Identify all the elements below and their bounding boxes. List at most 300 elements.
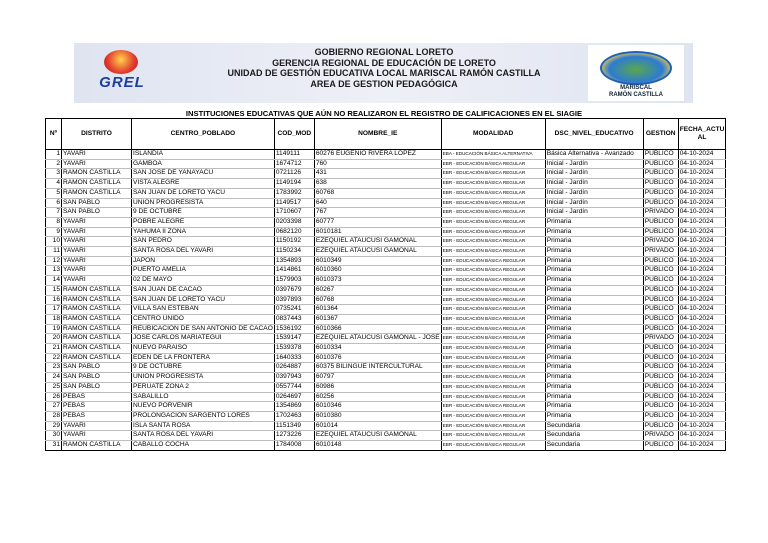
cell-centro-poblado[interactable]: ISLA SANTA ROSA	[132, 421, 275, 431]
cell-nombre-ie[interactable]: 601367	[314, 314, 441, 324]
cell-centro-poblado[interactable]: CABALLO COCHA	[132, 441, 275, 451]
cell-gestion[interactable]: PRIVADO	[643, 237, 678, 247]
cell-modalidad[interactable]: EBR - EDUCACIÓN BÁSICA REGULAR	[441, 305, 545, 315]
cell-cod-mod[interactable]: 0682120	[274, 227, 314, 237]
cell-cod-mod[interactable]: 1640333	[274, 353, 314, 363]
cell-nivel-educativo[interactable]: Primaria	[545, 305, 643, 315]
cell-nivel-educativo[interactable]: Primaria	[545, 285, 643, 295]
cell-distrito[interactable]: PEBAS	[62, 402, 132, 412]
cell-fecha-actual[interactable]: 04-10-2024	[678, 169, 726, 179]
cell-nombre-ie[interactable]: 60267	[314, 285, 441, 295]
cell-number[interactable]: 18	[46, 314, 62, 324]
cell-distrito[interactable]: YAVARI	[62, 276, 132, 286]
cell-distrito[interactable]: YAVARI	[62, 150, 132, 160]
cell-nombre-ie[interactable]: 6010346	[314, 402, 441, 412]
cell-centro-poblado[interactable]: SAN JOSE DE YANAYACU	[132, 169, 275, 179]
cell-fecha-actual[interactable]: 04-10-2024	[678, 217, 726, 227]
cell-cod-mod[interactable]: 1710607	[274, 208, 314, 218]
cell-centro-poblado[interactable]: 02 DE MAYO	[132, 276, 275, 286]
cell-nivel-educativo[interactable]: Primaria	[545, 402, 643, 412]
cell-nivel-educativo[interactable]: Inicial - Jardín	[545, 188, 643, 198]
cell-modalidad[interactable]: EBR - EDUCACIÓN BÁSICA REGULAR	[441, 402, 545, 412]
cell-distrito[interactable]: RAMÓN CASTILLA	[62, 314, 132, 324]
cell-nombre-ie[interactable]: 6010376	[314, 353, 441, 363]
cell-number[interactable]: 19	[46, 324, 62, 334]
cell-centro-poblado[interactable]: EDEN DE LA FRONTERA	[132, 353, 275, 363]
cell-distrito[interactable]: YAVARI	[62, 227, 132, 237]
cell-nombre-ie[interactable]: EZEQUIEL ATAUCUSI GAMONAL	[314, 247, 441, 257]
cell-modalidad[interactable]: EBR - EDUCACIÓN BÁSICA REGULAR	[441, 411, 545, 421]
cell-nombre-ie[interactable]: EZEQUIEL ATAUCUSI GAMONAL - JOSE	[314, 334, 441, 344]
cell-gestion[interactable]: PUBLICO	[643, 344, 678, 354]
table-row	[46, 441, 726, 451]
table-row	[46, 217, 726, 227]
cell-fecha-actual[interactable]: 04-10-2024	[678, 334, 726, 344]
cell-nombre-ie[interactable]: 6010366	[314, 324, 441, 334]
cell-cod-mod[interactable]: 0721126	[274, 169, 314, 179]
cell-gestion[interactable]: PUBLICO	[643, 150, 678, 160]
cell-cod-mod[interactable]: 1784008	[274, 441, 314, 451]
cell-distrito[interactable]: RAMÓN CASTILLA	[62, 169, 132, 179]
cell-centro-poblado[interactable]: REUBICACION DE SAN ANTONIO DE CACAO	[132, 324, 275, 334]
column-header-centro-poblado[interactable]: CENTRO_POBLADO	[132, 119, 275, 150]
cell-gestion[interactable]: PUBLICO	[643, 421, 678, 431]
table-row	[46, 169, 726, 179]
cell-modalidad[interactable]: EBR - EDUCACIÓN BÁSICA REGULAR	[441, 227, 545, 237]
cell-gestion[interactable]: PUBLICO	[643, 324, 678, 334]
cell-nivel-educativo[interactable]: Primaria	[545, 314, 643, 324]
cell-cod-mod[interactable]: 0397679	[274, 285, 314, 295]
cell-centro-poblado[interactable]: ISLANDIA	[132, 150, 275, 160]
cell-modalidad[interactable]: EBR - EDUCACIÓN BÁSICA REGULAR	[441, 363, 545, 373]
cell-centro-poblado[interactable]: 9 DE OCTUBRE	[132, 208, 275, 218]
cell-nombre-ie[interactable]: 6010181	[314, 227, 441, 237]
cell-distrito[interactable]: RAMÓN CASTILLA	[62, 324, 132, 334]
cell-distrito[interactable]: RAMÓN CASTILLA	[62, 188, 132, 198]
cell-modalidad[interactable]: EBR - EDUCACIÓN BÁSICA REGULAR	[441, 431, 545, 441]
cell-gestion[interactable]: PUBLICO	[643, 179, 678, 189]
cell-nombre-ie[interactable]: 6010360	[314, 266, 441, 276]
cell-centro-poblado[interactable]: JOSE CARLOS MARIATEGUI	[132, 334, 275, 344]
cell-cod-mod[interactable]: 1414861	[274, 266, 314, 276]
heading-line-4: AREA DE GESTION PEDAGÓGICA	[310, 78, 458, 89]
cell-nombre-ie[interactable]: 60986	[314, 382, 441, 392]
cell-centro-poblado[interactable]: NUEVO PARAISO	[132, 344, 275, 354]
cell-nivel-educativo[interactable]: Secundaria	[545, 421, 643, 431]
cell-modalidad[interactable]: EBR - EDUCACIÓN BÁSICA REGULAR	[441, 285, 545, 295]
cell-nivel-educativo[interactable]: Primaria	[545, 334, 643, 344]
cell-fecha-actual[interactable]: 04-10-2024	[678, 150, 726, 160]
cell-gestion[interactable]: PUBLICO	[643, 305, 678, 315]
cell-centro-poblado[interactable]: GAMBOA	[132, 159, 275, 169]
cell-gestion[interactable]: PRIVADO	[643, 431, 678, 441]
cell-distrito[interactable]: SAN PABLO	[62, 208, 132, 218]
cell-fecha-actual[interactable]: 04-10-2024	[678, 344, 726, 354]
cell-nombre-ie[interactable]: 431	[314, 169, 441, 179]
cell-cod-mod[interactable]: 1783992	[274, 188, 314, 198]
cell-gestion[interactable]: PUBLICO	[643, 353, 678, 363]
cell-cod-mod[interactable]: 1579903	[274, 276, 314, 286]
cell-centro-poblado[interactable]: SAN PEDRO	[132, 237, 275, 247]
cell-centro-poblado[interactable]: VISTA ALEGRE	[132, 179, 275, 189]
cell-nivel-educativo[interactable]: Inicial - Jardín	[545, 198, 643, 208]
cell-fecha-actual[interactable]: 04-10-2024	[678, 285, 726, 295]
cell-fecha-actual[interactable]: 04-10-2024	[678, 237, 726, 247]
cell-modalidad[interactable]: EBR - EDUCACIÓN BÁSICA REGULAR	[441, 169, 545, 179]
cell-cod-mod[interactable]: 0397943	[274, 373, 314, 383]
cell-number[interactable]: 8	[46, 217, 62, 227]
cell-gestion[interactable]: PUBLICO	[643, 159, 678, 169]
cell-gestion[interactable]: PUBLICO	[643, 411, 678, 421]
cell-modalidad[interactable]: EBR - EDUCACIÓN BÁSICA REGULAR	[441, 295, 545, 305]
cell-modalidad[interactable]: EBR - EDUCACIÓN BÁSICA REGULAR	[441, 334, 545, 344]
cell-cod-mod[interactable]: 1149111	[274, 150, 314, 160]
cell-modalidad[interactable]: EBR - EDUCACIÓN BÁSICA REGULAR	[441, 373, 545, 383]
cell-centro-poblado[interactable]: PERUATE ZONA 2	[132, 382, 275, 392]
cell-number[interactable]: 31	[46, 441, 62, 451]
cell-modalidad[interactable]: EBR - EDUCACIÓN BÁSICA REGULAR	[441, 256, 545, 266]
cell-cod-mod[interactable]: 0557744	[274, 382, 314, 392]
cell-fecha-actual[interactable]: 04-10-2024	[678, 227, 726, 237]
cell-number[interactable]: 23	[46, 363, 62, 373]
cell-nivel-educativo[interactable]: Primaria	[545, 411, 643, 421]
heading-line-1: GOBIERNO REGIONAL LORETO	[314, 47, 454, 57]
cell-nombre-ie[interactable]: 6010380	[314, 411, 441, 421]
cell-distrito[interactable]: YAVARI	[62, 266, 132, 276]
cell-fecha-actual[interactable]: 04-10-2024	[678, 159, 726, 169]
cell-number[interactable]: 24	[46, 373, 62, 383]
cell-fecha-actual[interactable]: 04-10-2024	[678, 402, 726, 412]
cell-nombre-ie[interactable]: 767	[314, 208, 441, 218]
cell-fecha-actual[interactable]: 04-10-2024	[678, 179, 726, 189]
cell-cod-mod[interactable]: 1273226	[274, 431, 314, 441]
cell-nivel-educativo[interactable]: Primaria	[545, 373, 643, 383]
cell-nombre-ie[interactable]: 60768	[314, 188, 441, 198]
cell-modalidad[interactable]: EBR - EDUCACIÓN BÁSICA REGULAR	[441, 353, 545, 363]
cell-centro-poblado[interactable]: SAN JUAN DE CACAO	[132, 285, 275, 295]
table-row	[46, 276, 726, 286]
column-header-modalidad[interactable]: MODALIDAD	[441, 119, 545, 150]
cell-cod-mod[interactable]: 1149517	[274, 198, 314, 208]
cell-cod-mod[interactable]: 1536192	[274, 324, 314, 334]
cell-number[interactable]: 7	[46, 208, 62, 218]
cell-centro-poblado[interactable]: CENTRO UNIDO	[132, 314, 275, 324]
cell-centro-poblado[interactable]: SAN JUAN DE LORETO YACU	[132, 295, 275, 305]
cell-distrito[interactable]: SAN PABLO	[62, 373, 132, 383]
cell-nombre-ie[interactable]: EZEQUIEL ATAUCUSI GAMONAL	[314, 431, 441, 441]
cell-fecha-actual[interactable]: 04-10-2024	[678, 188, 726, 198]
cell-distrito[interactable]: RAMÓN CASTILLA	[62, 441, 132, 451]
cell-cod-mod[interactable]: 1150234	[274, 247, 314, 257]
cell-distrito[interactable]: YAVARI	[62, 421, 132, 431]
cell-distrito[interactable]: RAMÓN CASTILLA	[62, 179, 132, 189]
cell-gestion[interactable]: PUBLICO	[643, 314, 678, 324]
cell-number[interactable]: 15	[46, 285, 62, 295]
cell-centro-poblado[interactable]: 9 DE OCTUBRE	[132, 363, 275, 373]
cell-distrito[interactable]: RAMÓN CASTILLA	[62, 295, 132, 305]
cell-fecha-actual[interactable]: 04-10-2024	[678, 382, 726, 392]
cell-number[interactable]: 30	[46, 431, 62, 441]
cell-centro-poblado[interactable]: POBRE ALEGRE	[132, 217, 275, 227]
cell-centro-poblado[interactable]: JAPON	[132, 256, 275, 266]
cell-cod-mod[interactable]: 1539378	[274, 344, 314, 354]
cell-modalidad[interactable]: EBA - EDUCACIÓN BÁSICA ALTERNATIVA	[441, 150, 545, 160]
cell-nombre-ie[interactable]: 60768	[314, 295, 441, 305]
cell-cod-mod[interactable]: 0264697	[274, 392, 314, 402]
cell-number[interactable]: 13	[46, 266, 62, 276]
cell-nombre-ie[interactable]: 640	[314, 198, 441, 208]
cell-fecha-actual[interactable]: 04-10-2024	[678, 208, 726, 218]
cell-centro-poblado[interactable]: UNION PROGRESISTA	[132, 373, 275, 383]
cell-fecha-actual[interactable]: 04-10-2024	[678, 247, 726, 257]
cell-nivel-educativo[interactable]: Primaria	[545, 324, 643, 334]
cell-number[interactable]: 14	[46, 276, 62, 286]
cell-gestion[interactable]: PUBLICO	[643, 373, 678, 383]
cell-fecha-actual[interactable]: 04-10-2024	[678, 411, 726, 421]
cell-nombre-ie[interactable]: 601364	[314, 305, 441, 315]
cell-nombre-ie[interactable]: 60797	[314, 373, 441, 383]
cell-cod-mod[interactable]: 1149194	[274, 179, 314, 189]
column-header-nombre-ie[interactable]: NOMBRE_IE	[314, 119, 441, 150]
cell-gestion[interactable]: PUBLICO	[643, 169, 678, 179]
cell-gestion[interactable]: PRIVADO	[643, 208, 678, 218]
cell-nivel-educativo[interactable]: Primaria	[545, 227, 643, 237]
cell-distrito[interactable]: SAN PABLO	[62, 363, 132, 373]
cell-number[interactable]: 29	[46, 421, 62, 431]
cell-distrito[interactable]: YAVARI	[62, 247, 132, 257]
cell-distrito[interactable]: RAMÓN CASTILLA	[62, 334, 132, 344]
cell-modalidad[interactable]: EBR - EDUCACIÓN BÁSICA REGULAR	[441, 159, 545, 169]
cell-distrito[interactable]: RAMÓN CASTILLA	[62, 353, 132, 363]
cell-modalidad[interactable]: EBR - EDUCACIÓN BÁSICA REGULAR	[441, 247, 545, 257]
cell-gestion[interactable]: PRIVADO	[643, 334, 678, 344]
cell-centro-poblado[interactable]: PROLONGACION SARGENTO LORES	[132, 411, 275, 421]
cell-gestion[interactable]: PUBLICO	[643, 256, 678, 266]
table-row	[46, 208, 726, 218]
column-header-distrito[interactable]: DISTRITO	[62, 119, 132, 150]
cell-modalidad[interactable]: EBR - EDUCACIÓN BÁSICA REGULAR	[441, 421, 545, 431]
cell-fecha-actual[interactable]: 04-10-2024	[678, 353, 726, 363]
cell-fecha-actual[interactable]: 04-10-2024	[678, 441, 726, 451]
cell-number[interactable]: 28	[46, 411, 62, 421]
cell-number[interactable]: 3	[46, 169, 62, 179]
cell-fecha-actual[interactable]: 04-10-2024	[678, 363, 726, 373]
cell-distrito[interactable]: SAN PABLO	[62, 198, 132, 208]
cell-distrito[interactable]: SAN PABLO	[62, 382, 132, 392]
cell-fecha-actual[interactable]: 04-10-2024	[678, 373, 726, 383]
cell-nombre-ie[interactable]: 6010373	[314, 276, 441, 286]
cell-nombre-ie[interactable]: 6010148	[314, 441, 441, 451]
cell-nombre-ie[interactable]: 6010334	[314, 344, 441, 354]
cell-gestion[interactable]: PUBLICO	[643, 392, 678, 402]
table-row	[46, 344, 726, 354]
cell-distrito[interactable]: YAVARI	[62, 237, 132, 247]
cell-number[interactable]: 4	[46, 179, 62, 189]
column-header-nivel-educativo[interactable]: DSC_NIVEL_EDUCATIVO	[545, 119, 643, 150]
cell-gestion[interactable]: PUBLICO	[643, 441, 678, 451]
cell-nivel-educativo[interactable]: Inicial - Jardín	[545, 179, 643, 189]
cell-nombre-ie[interactable]: EZEQUIEL ATAUCUSI GAMONAL	[314, 237, 441, 247]
cell-distrito[interactable]: PEBAS	[62, 392, 132, 402]
cell-nivel-educativo[interactable]: Primaria	[545, 344, 643, 354]
cell-number[interactable]: 20	[46, 334, 62, 344]
cell-modalidad[interactable]: EBR - EDUCACIÓN BÁSICA REGULAR	[441, 208, 545, 218]
cell-nivel-educativo[interactable]: Primaria	[545, 237, 643, 247]
cell-nivel-educativo[interactable]: Primaria	[545, 276, 643, 286]
cell-distrito[interactable]: YAVARI	[62, 159, 132, 169]
cell-cod-mod[interactable]: 0397893	[274, 295, 314, 305]
cell-modalidad[interactable]: EBR - EDUCACIÓN BÁSICA REGULAR	[441, 382, 545, 392]
cell-modalidad[interactable]: EBR - EDUCACIÓN BÁSICA REGULAR	[441, 344, 545, 354]
cell-nombre-ie[interactable]: 60256	[314, 392, 441, 402]
cell-nivel-educativo[interactable]: Primaria	[545, 392, 643, 402]
cell-centro-poblado[interactable]: SAN JUAN DE LORETO YACU	[132, 188, 275, 198]
cell-distrito[interactable]: PEBAS	[62, 411, 132, 421]
cell-nivel-educativo[interactable]: Inicial - Jardín	[545, 169, 643, 179]
cell-number[interactable]: 11	[46, 247, 62, 257]
cell-centro-poblado[interactable]: UNION PROGRESISTA	[132, 198, 275, 208]
cell-gestion[interactable]: PUBLICO	[643, 227, 678, 237]
cell-nivel-educativo[interactable]: Secundaria	[545, 431, 643, 441]
cell-modalidad[interactable]: EBR - EDUCACIÓN BÁSICA REGULAR	[441, 276, 545, 286]
cell-fecha-actual[interactable]: 04-10-2024	[678, 324, 726, 334]
document-title: INSTITUCIONES EDUCATIVAS QUE AÚN NO REALIZARON EL REGISTRO DE CALIFICACIONES EN EL SIAGIE	[185, 109, 583, 118]
cell-distrito[interactable]: YAVARI	[62, 217, 132, 227]
cell-nombre-ie[interactable]: 6010349	[314, 256, 441, 266]
cell-modalidad[interactable]: EBR - EDUCACIÓN BÁSICA REGULAR	[441, 441, 545, 451]
cell-modalidad[interactable]: EBR - EDUCACIÓN BÁSICA REGULAR	[441, 188, 545, 198]
cell-nivel-educativo[interactable]: Primaria	[545, 256, 643, 266]
cell-fecha-actual[interactable]: 04-10-2024	[678, 266, 726, 276]
column-header-cod-mod[interactable]: COD_MOD	[274, 119, 314, 150]
cell-centro-poblado[interactable]: PUERTO AMELIA	[132, 266, 275, 276]
cell-fecha-actual[interactable]: 04-10-2024	[678, 431, 726, 441]
cell-centro-poblado[interactable]: SANTA ROSA DEL YAVARI	[132, 247, 275, 257]
cell-gestion[interactable]: PUBLICO	[643, 217, 678, 227]
cell-gestion[interactable]: PUBLICO	[643, 198, 678, 208]
cell-nivel-educativo[interactable]: Inicial - Jardín	[545, 208, 643, 218]
cell-nivel-educativo[interactable]: Básica Alternativa - Avanzado	[545, 150, 643, 160]
ugel-map-icon	[600, 51, 672, 85]
cell-fecha-actual[interactable]: 04-10-2024	[678, 295, 726, 305]
heading-line-2: GERENCIA REGIONAL DE EDUCACIÓN DE LORETO	[272, 57, 496, 68]
cell-number[interactable]: 1	[46, 150, 62, 160]
cell-modalidad[interactable]: EBR - EDUCACIÓN BÁSICA REGULAR	[441, 266, 545, 276]
cell-gestion[interactable]: PUBLICO	[643, 285, 678, 295]
cell-cod-mod[interactable]: 1539147	[274, 334, 314, 344]
cell-nombre-ie[interactable]: 60276 EUGENIO RIVERA LOPEZ	[314, 150, 441, 160]
cell-nivel-educativo[interactable]: Primaria	[545, 382, 643, 392]
table-row	[46, 150, 726, 160]
cell-nivel-educativo[interactable]: Secundaria	[545, 441, 643, 451]
cell-nivel-educativo[interactable]: Primaria	[545, 295, 643, 305]
cell-cod-mod[interactable]: 1151349	[274, 421, 314, 431]
cell-fecha-actual[interactable]: 04-10-2024	[678, 256, 726, 266]
cell-gestion[interactable]: PUBLICO	[643, 382, 678, 392]
cell-cod-mod[interactable]: 0203398	[274, 217, 314, 227]
cell-nombre-ie[interactable]: 60375 BILINGUE INTERCULTURAL	[314, 363, 441, 373]
cell-distrito[interactable]: RAMÓN CASTILLA	[62, 344, 132, 354]
cell-modalidad[interactable]: EBR - EDUCACIÓN BÁSICA REGULAR	[441, 314, 545, 324]
cell-cod-mod[interactable]: 0837443	[274, 314, 314, 324]
cell-gestion[interactable]: PRIVADO	[643, 247, 678, 257]
cell-number[interactable]: 21	[46, 344, 62, 354]
cell-centro-poblado[interactable]: SANTA ROSA DEL YAVARI	[132, 431, 275, 441]
cell-cod-mod[interactable]: 1354893	[274, 256, 314, 266]
cell-distrito[interactable]: YAVARI	[62, 256, 132, 266]
cell-number[interactable]: 16	[46, 295, 62, 305]
cell-centro-poblado[interactable]: YAHUMA II ZONA	[132, 227, 275, 237]
cell-nombre-ie[interactable]: 638	[314, 179, 441, 189]
cell-nivel-educativo[interactable]: Primaria	[545, 266, 643, 276]
cell-cod-mod[interactable]: 1674712	[274, 159, 314, 169]
cell-distrito[interactable]: RAMÓN CASTILLA	[62, 285, 132, 295]
cell-modalidad[interactable]: EBR - EDUCACIÓN BÁSICA REGULAR	[441, 392, 545, 402]
cell-cod-mod[interactable]: 0735241	[274, 305, 314, 315]
cell-gestion[interactable]: PUBLICO	[643, 276, 678, 286]
cell-nivel-educativo[interactable]: Primaria	[545, 217, 643, 227]
cell-cod-mod[interactable]: 0264887	[274, 363, 314, 373]
cell-modalidad[interactable]: EBR - EDUCACIÓN BÁSICA REGULAR	[441, 237, 545, 247]
cell-number[interactable]: 22	[46, 353, 62, 363]
cell-gestion[interactable]: PUBLICO	[643, 266, 678, 276]
cell-nivel-educativo[interactable]: Inicial - Jardín	[545, 159, 643, 169]
cell-nombre-ie[interactable]: 760	[314, 159, 441, 169]
cell-number[interactable]: 5	[46, 188, 62, 198]
cell-distrito[interactable]: YAVARI	[62, 431, 132, 441]
cell-number[interactable]: 6	[46, 198, 62, 208]
cell-nivel-educativo[interactable]: Primaria	[545, 363, 643, 373]
cell-centro-poblado[interactable]: NUEVO PORVENIR	[132, 402, 275, 412]
cell-number[interactable]: 10	[46, 237, 62, 247]
column-header-number[interactable]: Nº	[46, 119, 62, 150]
cell-cod-mod[interactable]: 1150192	[274, 237, 314, 247]
cell-gestion[interactable]: PUBLICO	[643, 363, 678, 373]
cell-nivel-educativo[interactable]: Primaria	[545, 353, 643, 363]
cell-fecha-actual[interactable]: 04-10-2024	[678, 392, 726, 402]
column-header-fecha-actual[interactable]: FECHA_ACTU AL	[678, 119, 726, 150]
cell-modalidad[interactable]: EBR - EDUCACIÓN BÁSICA REGULAR	[441, 324, 545, 334]
cell-number[interactable]: 2	[46, 159, 62, 169]
cell-modalidad[interactable]: EBR - EDUCACIÓN BÁSICA REGULAR	[441, 179, 545, 189]
cell-nivel-educativo[interactable]: Primaria	[545, 247, 643, 257]
cell-cod-mod[interactable]: 1354869	[274, 402, 314, 412]
cell-number[interactable]: 17	[46, 305, 62, 315]
cell-distrito[interactable]: RAMÓN CASTILLA	[62, 305, 132, 315]
cell-gestion[interactable]: PUBLICO	[643, 188, 678, 198]
cell-number[interactable]: 26	[46, 392, 62, 402]
cell-cod-mod[interactable]: 1702463	[274, 411, 314, 421]
cell-centro-poblado[interactable]: VILLA SAN ESTEBAN	[132, 305, 275, 315]
cell-number[interactable]: 9	[46, 227, 62, 237]
cell-fecha-actual[interactable]: 04-10-2024	[678, 305, 726, 315]
cell-fecha-actual[interactable]: 04-10-2024	[678, 314, 726, 324]
cell-number[interactable]: 12	[46, 256, 62, 266]
cell-modalidad[interactable]: EBR - EDUCACIÓN BÁSICA REGULAR	[441, 217, 545, 227]
cell-centro-poblado[interactable]: SABALILLO	[132, 392, 275, 402]
cell-number[interactable]: 27	[46, 402, 62, 412]
cell-nombre-ie[interactable]: 601014	[314, 421, 441, 431]
cell-gestion[interactable]: PUBLICO	[643, 295, 678, 305]
cell-modalidad[interactable]: EBR - EDUCACIÓN BÁSICA REGULAR	[441, 198, 545, 208]
cell-nombre-ie[interactable]: 60777	[314, 217, 441, 227]
column-header-gestion[interactable]: GESTION	[643, 119, 678, 150]
cell-gestion[interactable]: PUBLICO	[643, 402, 678, 412]
cell-fecha-actual[interactable]: 04-10-2024	[678, 276, 726, 286]
cell-fecha-actual[interactable]: 04-10-2024	[678, 421, 726, 431]
cell-number[interactable]: 25	[46, 382, 62, 392]
cell-fecha-actual[interactable]: 04-10-2024	[678, 198, 726, 208]
